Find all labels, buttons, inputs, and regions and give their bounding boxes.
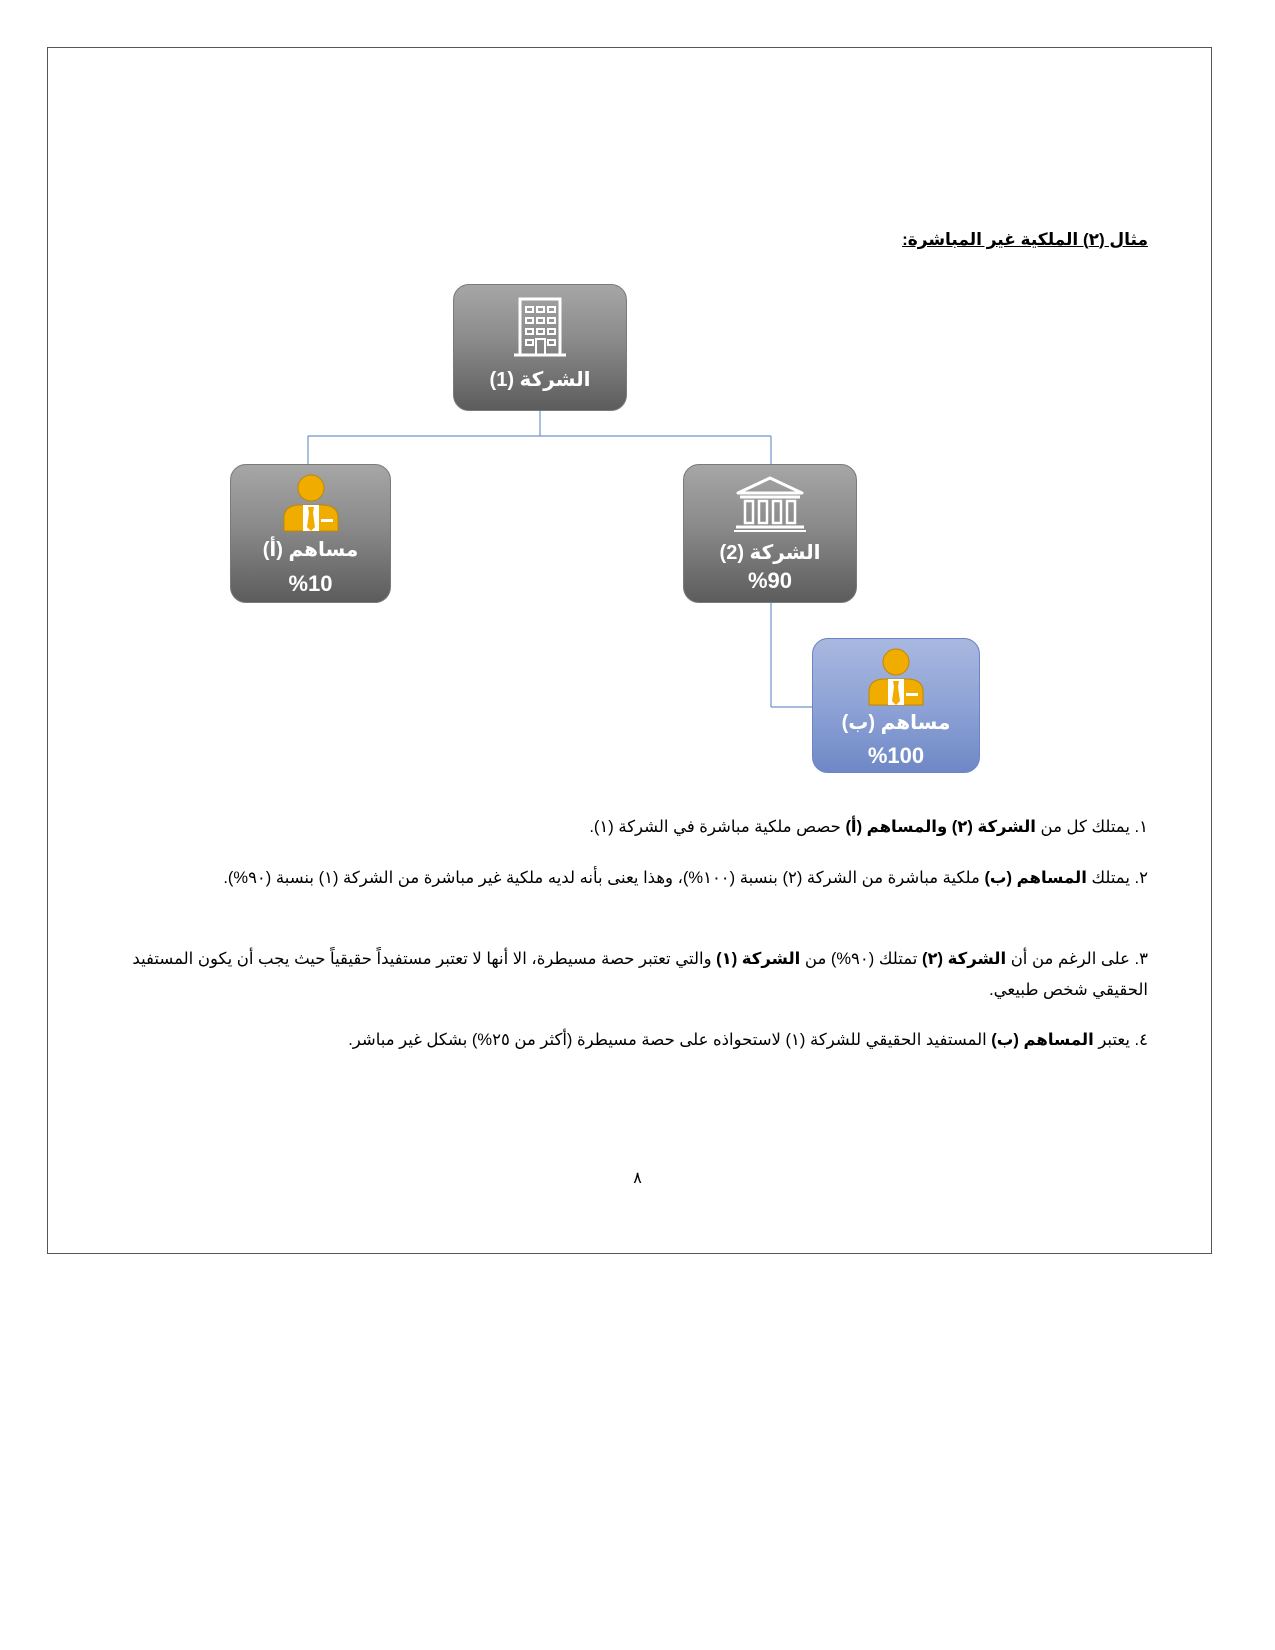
company-2-node [683, 464, 857, 603]
list-item-text: يعتبر [1093, 1031, 1135, 1049]
bank-building-icon [732, 475, 808, 533]
list-item-text: تمتلك (٩٠%) من [800, 950, 922, 968]
office-building-icon [510, 295, 570, 359]
list-item-text: على الرغم من أن [1006, 950, 1135, 968]
list-item-bold: المساهم (ب) [984, 869, 1087, 887]
list-item-number: ٣. [1134, 950, 1148, 968]
list-item-text: يمتلك كل من [1035, 818, 1135, 836]
list-item-text: المستفيد الحقيقي للشركة (١) لاستحواذه على حصة مسيطرة (أكثر من ٢٥%) بشكل غير مباشر. [348, 1031, 992, 1049]
list-item [108, 863, 1148, 894]
list-item-text: ملكية مباشرة من الشركة (٢) بنسبة (١٠٠%)، وهذا يعنى بأنه لديه ملكية غير مباشرة من الشركة (١) بنسبة (٩٠%). [223, 869, 985, 887]
list-item-number: ٤. [1134, 1031, 1148, 1049]
businessman-icon [281, 473, 341, 533]
shareholder-a-label: مساهم (أ) [262, 539, 359, 561]
list-item-bold: الشركة (١) [716, 950, 801, 968]
list-item-text: حصص ملكية مباشرة في الشركة (١). [589, 818, 846, 836]
shareholder-b-label: مساهم (ب) [841, 712, 951, 734]
shareholder-a-percent: %10 [288, 571, 333, 596]
businessman-icon [866, 647, 926, 707]
shareholder-b-node [812, 638, 980, 773]
shareholder-b-percent: %100 [867, 743, 925, 768]
list-item-text: يمتلك [1086, 869, 1135, 887]
company-2-percent: %90 [747, 568, 793, 593]
list-item-bold: الشركة (٢) والمساهم (أ) [845, 818, 1036, 836]
list-item-text: والتي تعتبر حصة مسيطرة، الا أنها لا تعتبر مستفيداً حقيقياً حيث يجب أن يكون المستفيد الحقيقي شخص طبيعي. [132, 950, 1148, 999]
list-item-number: ١. [1134, 818, 1148, 836]
page-number: ٨ [633, 1170, 642, 1187]
list-item [108, 944, 1148, 1006]
list-item [108, 1025, 1148, 1056]
list-item-bold: الشركة (٢) [921, 950, 1007, 968]
list-item-bold: المساهم (ب) [991, 1031, 1094, 1049]
list-item-number: ٢. [1134, 869, 1148, 887]
company-2-label: الشركة (2) [719, 542, 821, 564]
list-item [108, 812, 1148, 843]
company-1-node [453, 284, 627, 411]
example-heading: مثال (٢) الملكية غير المباشرة: [902, 230, 1148, 249]
company-1-label: الشركة (1) [489, 369, 591, 391]
shareholder-a-node [230, 464, 391, 603]
